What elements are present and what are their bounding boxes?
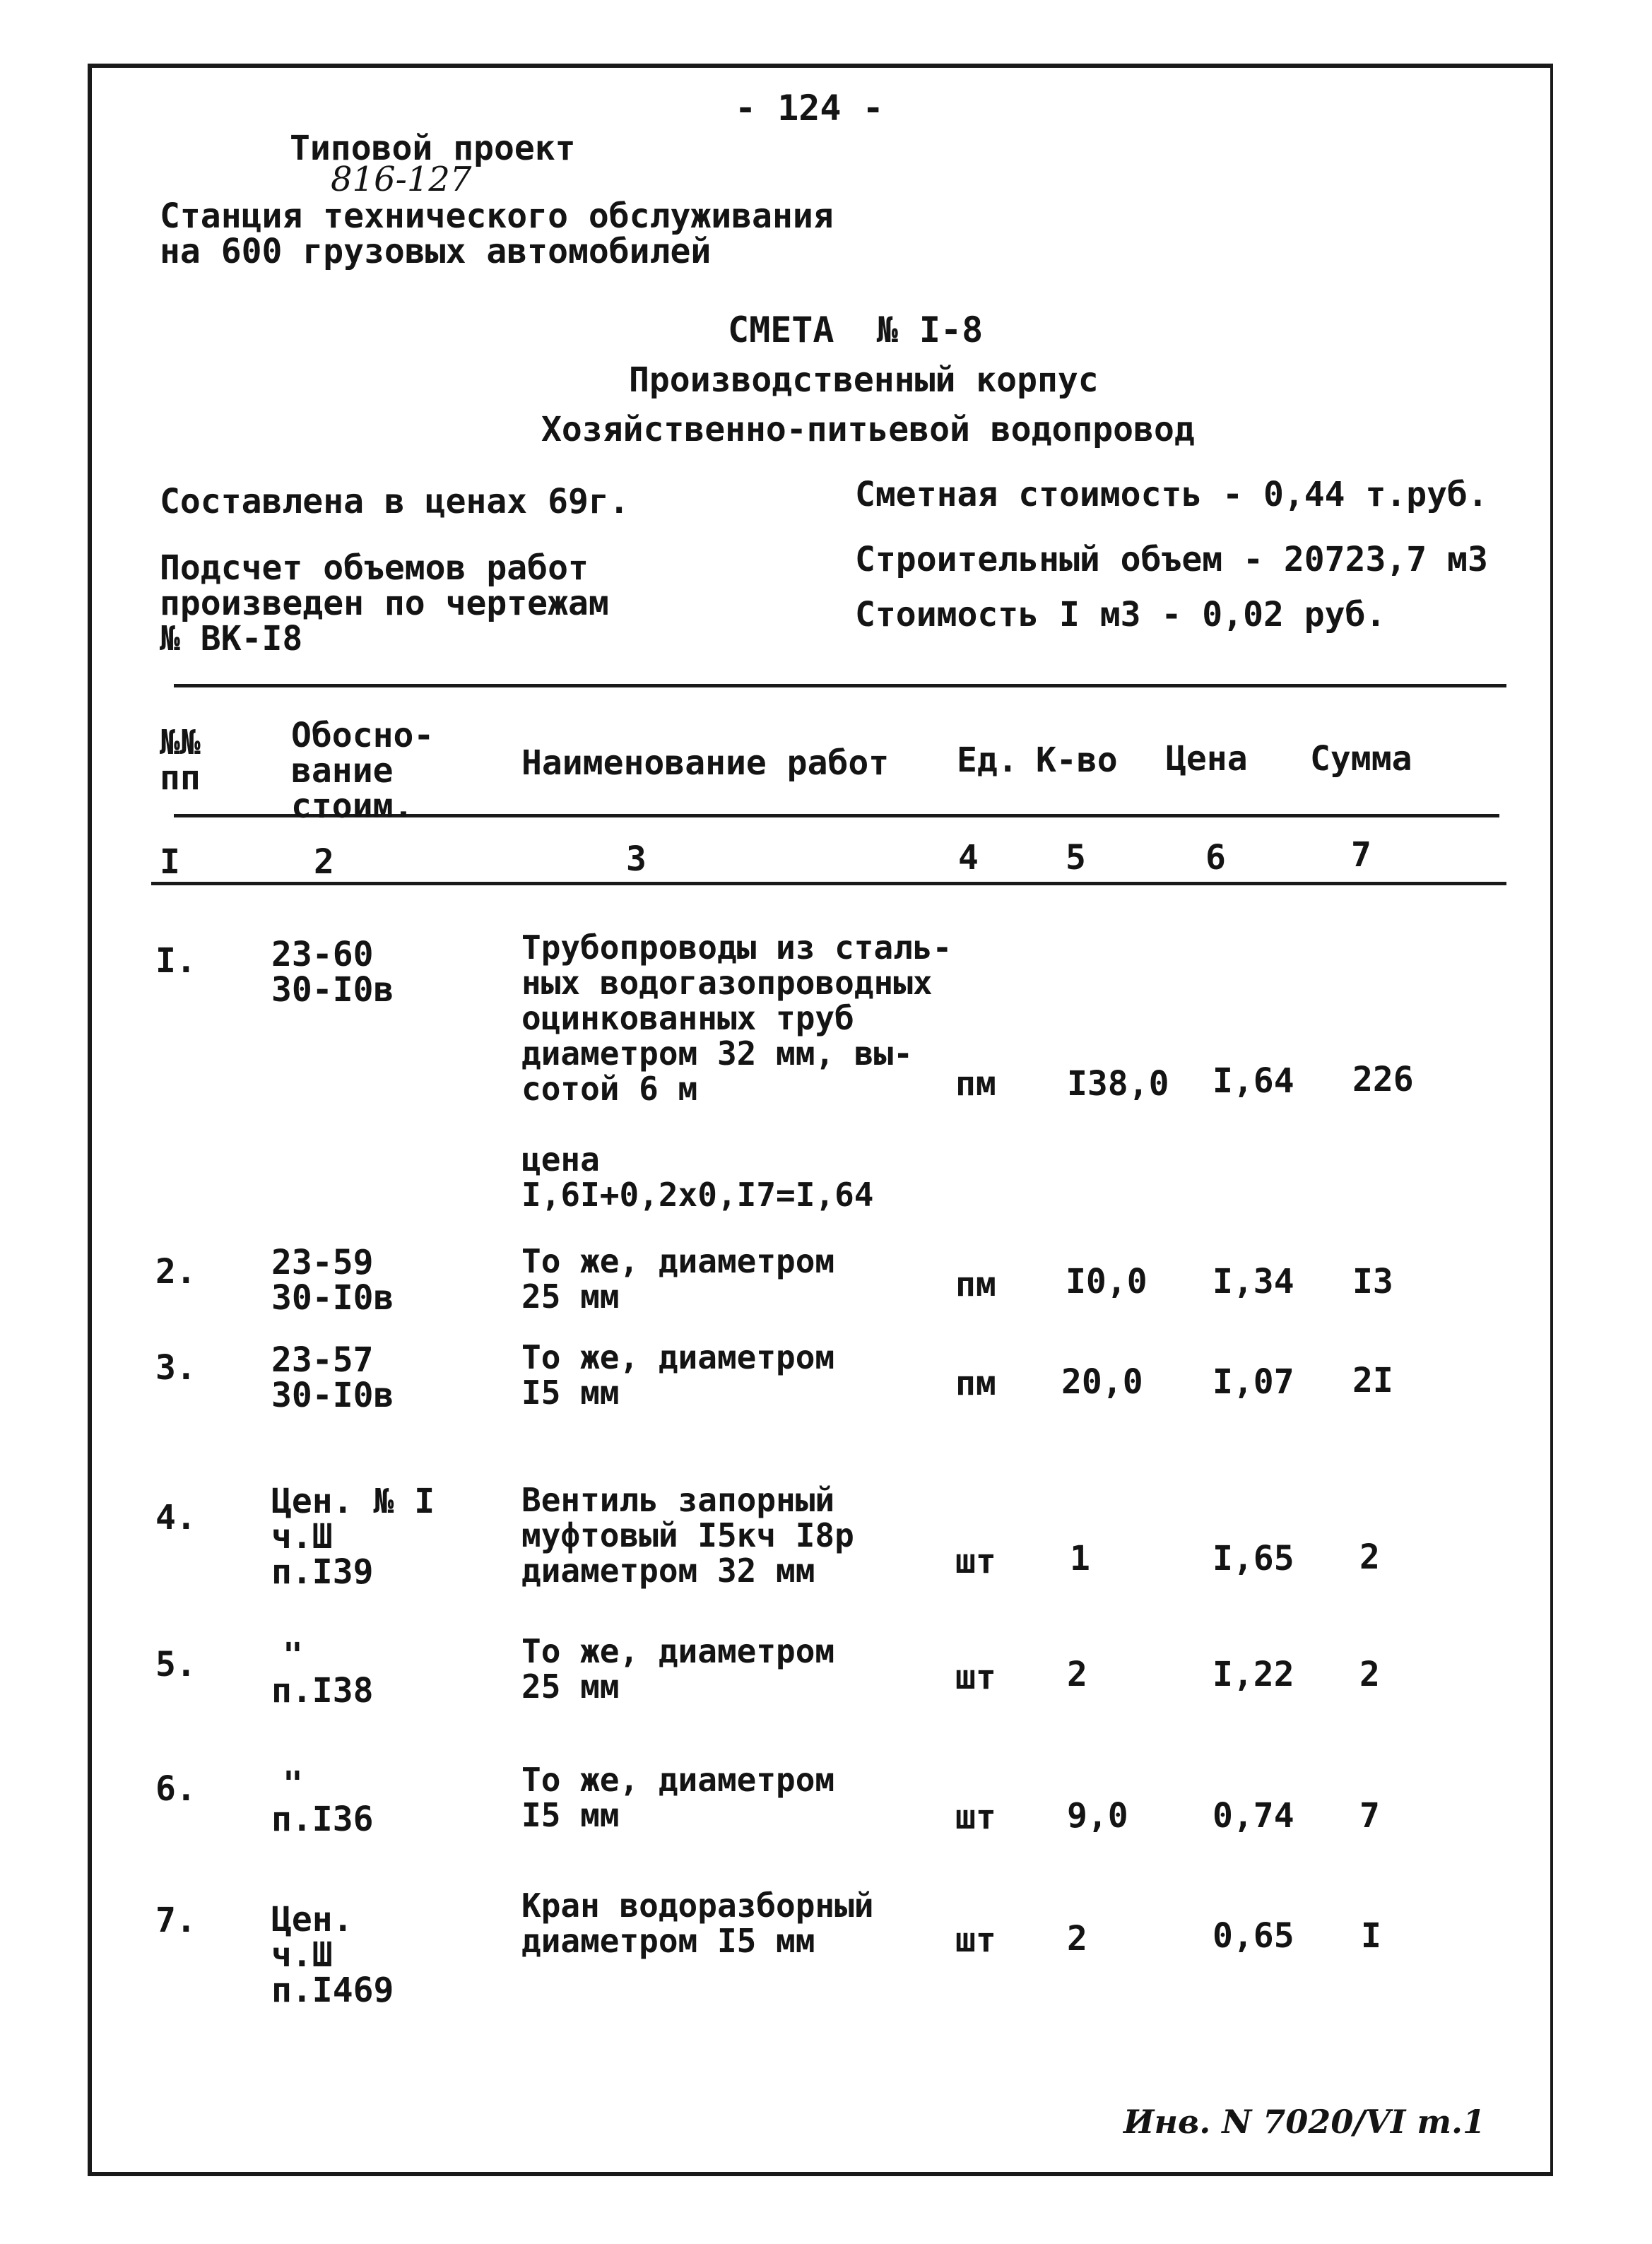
calc-line-2: произведен по чертежам (160, 584, 609, 623)
prices-line: Составлена в ценах 69г. (160, 482, 630, 521)
row-basis: 23-57 30-I0в (271, 1340, 394, 1415)
inventory-mark: Инв. N 7020/VI т.1 (1123, 2103, 1486, 2141)
row-unit: пм (955, 1364, 996, 1403)
row-num: 6. (155, 1769, 196, 1809)
row-qty: I0,0 (1066, 1262, 1147, 1301)
row-num: 7. (155, 1901, 196, 1940)
header-name: Наименование работ (521, 743, 890, 783)
col-number-1: I (160, 842, 180, 882)
row-sum: 2 (1359, 1655, 1380, 1694)
row-name: Кран водоразборный диаметром I5 мм (521, 1886, 874, 1960)
row-sum: I3 (1352, 1262, 1393, 1301)
row-sum: I (1361, 1916, 1381, 1956)
row-qty: 20,0 (1061, 1362, 1143, 1402)
row-num: 4. (155, 1498, 196, 1537)
row-qty: 1 (1070, 1539, 1090, 1578)
header-price: Цена (1166, 739, 1248, 779)
header-num: №№ пп (160, 723, 201, 798)
header-sum: Сумма (1310, 739, 1412, 779)
row-price: I,22 (1213, 1655, 1294, 1694)
page-number: - 124 - (735, 88, 884, 129)
row-num: 2. (155, 1252, 196, 1292)
row-qty: 2 (1067, 1655, 1087, 1694)
col-number-7: 7 (1351, 835, 1371, 875)
row-unit: пм (955, 1064, 996, 1104)
row-qty: 9,0 (1067, 1796, 1128, 1836)
row-basis: Цен. № I ч.Ш п.I39 (271, 1482, 435, 1592)
project-type: Типовой проект (290, 129, 576, 168)
row-basis: " п.I36 (271, 1764, 374, 1839)
row-num: 5. (155, 1645, 196, 1684)
row-name: То же, диаметром I5 мм (521, 1761, 835, 1834)
col-number-rule (151, 882, 1506, 885)
row-price: 0,74 (1213, 1796, 1294, 1836)
table-top-rule (174, 684, 1506, 687)
row-qty: I38,0 (1067, 1064, 1169, 1104)
header-unit: Ед. (957, 740, 1018, 780)
col-number-5: 5 (1066, 838, 1086, 878)
header-qty: К-во (1036, 740, 1118, 780)
col-number-6: 6 (1205, 838, 1226, 878)
station-line-1: Станция технического обслуживания (160, 196, 834, 236)
row-basis: " п.I38 (271, 1636, 374, 1711)
row-num: I. (155, 941, 196, 981)
row-name: Трубопроводы из сталь- ных водогазопроводных оцинкованных труб диаметром 32 мм, вы- сотой 6 м (521, 928, 952, 1108)
header-basis: Обосно- вание стоим. (291, 716, 435, 826)
row-unit: шт (955, 1542, 996, 1581)
row-sum: 7 (1359, 1796, 1380, 1836)
row-name: То же, диаметром I5 мм (521, 1338, 835, 1412)
row-price: I,34 (1213, 1262, 1294, 1301)
row-price: I,07 (1213, 1362, 1294, 1402)
row-basis: 23-59 30-I0в (271, 1243, 394, 1318)
row-price: I,64 (1213, 1061, 1294, 1101)
calc-line-3: № ВК-I8 (160, 619, 303, 659)
row-price: I,65 (1213, 1539, 1294, 1578)
estimate-subtitle-1: Производственный корпус (629, 360, 1099, 400)
row-sum: 226 (1352, 1060, 1414, 1099)
row-sum: 2 (1359, 1537, 1380, 1577)
unit-cost-line: Стоимость I м3 - 0,02 руб. (855, 595, 1386, 634)
station-line-2: на 600 грузовых автомобилей (160, 232, 712, 271)
cost-line: Сметная стоимость - 0,44 т.руб. (855, 475, 1488, 514)
row-num: 3. (155, 1348, 196, 1388)
project-number: 816-127 (331, 160, 472, 199)
row-unit: пм (955, 1265, 996, 1304)
row-unit: шт (955, 1658, 996, 1697)
row-unit: шт (955, 1920, 996, 1960)
row-qty: 2 (1067, 1919, 1087, 1959)
row-basis: 23-60 30-I0в (271, 935, 394, 1010)
row-price: 0,65 (1213, 1916, 1294, 1956)
col-number-4: 4 (958, 838, 979, 878)
volume-line: Строительный объем - 20723,7 м3 (855, 540, 1488, 579)
row-name: То же, диаметром 25 мм (521, 1632, 835, 1706)
calc-line-1: Подсчет объемов работ (160, 548, 589, 588)
estimate-title: СМЕТА № I-8 (728, 309, 984, 350)
col-number-2: 2 (314, 842, 334, 882)
row-unit: шт (955, 1797, 996, 1837)
estimate-subtitle-2: Хозяйственно-питьевой водопровод (541, 410, 1195, 449)
row-name: Вентиль запорный муфтовый I5кч I8р диаметром 32 мм (521, 1481, 854, 1590)
col-number-3: 3 (626, 839, 647, 879)
row-price-note: цена I,6I+0,2х0,I7=I,64 (521, 1140, 874, 1214)
row-basis: Цен. ч.Ш п.I469 (271, 1900, 394, 2010)
row-sum: 2I (1352, 1361, 1393, 1400)
row-name: То же, диаметром 25 мм (521, 1242, 835, 1316)
